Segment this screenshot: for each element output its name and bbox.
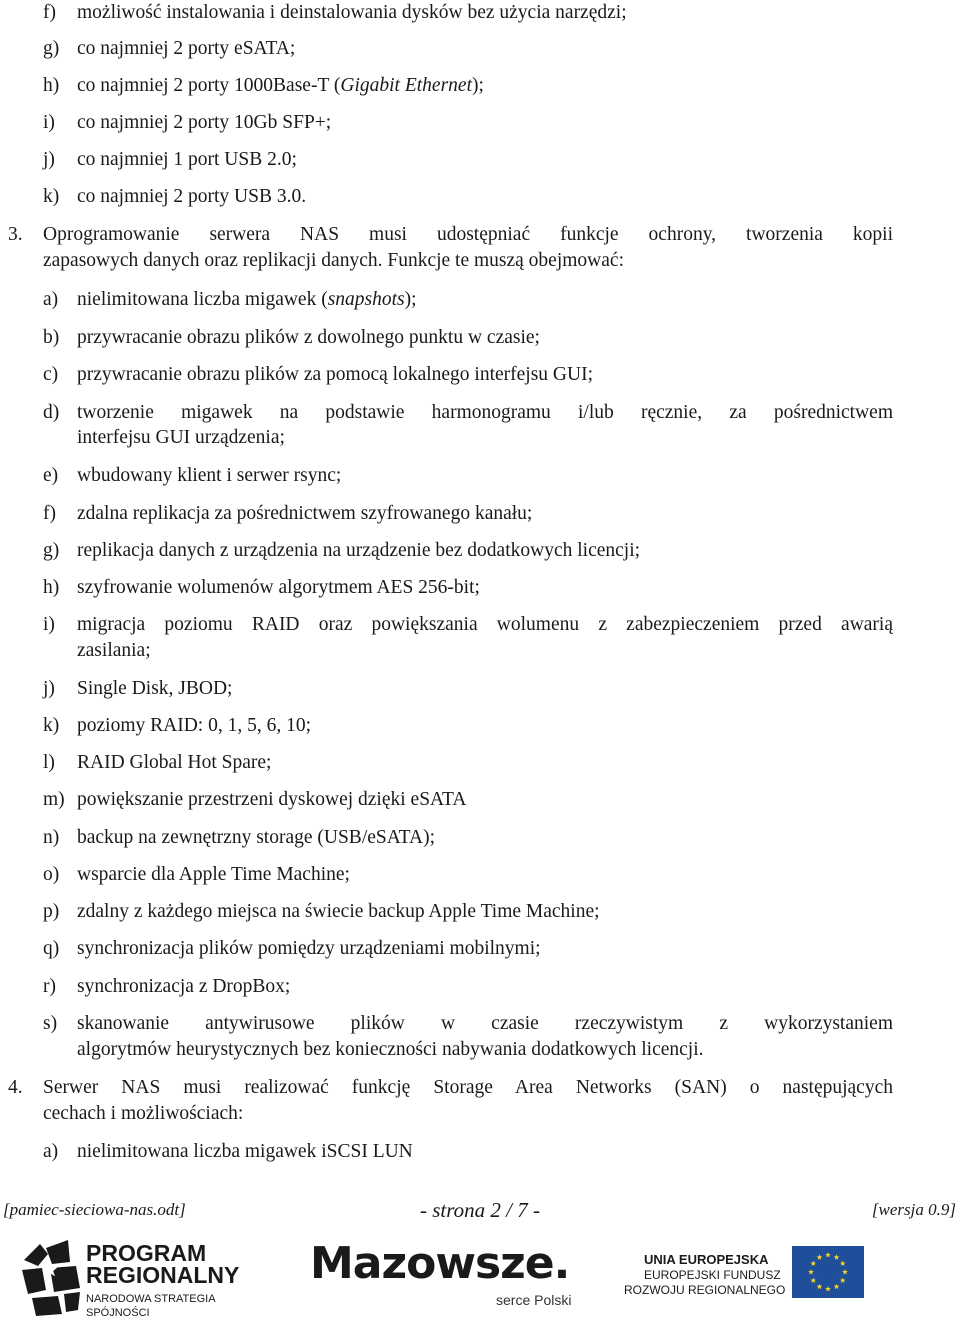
list-label: a) — [43, 289, 59, 310]
section-paragraph: Oprogramowanie serwera NAS musi udostępniać funkcje ochrony, tworzenia kopii — [43, 224, 893, 245]
list-label: b) — [43, 327, 60, 348]
list-label: c) — [43, 364, 59, 385]
list-label: l) — [43, 752, 55, 773]
list-item: wbudowany klient i serwer rsync; — [77, 465, 342, 486]
list-item: replikacja danych z urządzenia na urządzenie bez dodatkowych licencji; — [77, 540, 641, 561]
list-item: szyfrowanie wolumenów algorytmem AES 256-bit; — [77, 577, 480, 598]
list-item: poziomy RAID: 0, 1, 5, 6, 10; — [77, 715, 311, 736]
list-label: i) — [43, 112, 55, 133]
list-label: h) — [43, 75, 60, 96]
list-label: m) — [43, 789, 65, 810]
list-item-continuation: interfejsu GUI urządzenia; — [77, 427, 285, 448]
list-item: synchronizacja z DropBox; — [77, 976, 291, 997]
list-label: f) — [43, 2, 56, 23]
list-item: co najmniej 2 porty 10Gb SFP+; — [77, 112, 332, 133]
list-label: n) — [43, 827, 60, 848]
section-paragraph: Serwer NAS musi realizować funkcję Storage Area Networks (SAN) o następujących — [43, 1077, 893, 1098]
list-label: o) — [43, 864, 60, 885]
mazowsze-tagline: serce Polski — [496, 1292, 572, 1308]
list-label: k) — [43, 715, 60, 736]
list-item: synchronizacja plików pomiędzy urządzeniami mobilnymi; — [77, 938, 541, 959]
eu-flag-icon — [792, 1246, 864, 1298]
program-line-2: REGIONALNY — [86, 1262, 240, 1288]
eu-logo — [624, 1246, 944, 1312]
list-item: zdalna replikacja za pośrednictwem szyfrowanego kanału; — [77, 503, 533, 524]
nss-emblem-icon — [18, 1240, 84, 1316]
list-label: g) — [43, 38, 60, 59]
list-item: przywracanie obrazu plików z dowolnego punktu w czasie; — [77, 327, 540, 348]
list-item: możliwość instalowania i deinstalowania dysków bez użycia narzędzi; — [77, 2, 627, 23]
list-item: skanowanie antywirusowe plików w czasie rzeczywistym z wykorzystaniem — [77, 1013, 893, 1034]
page-number: - strona 2 / 7 - — [420, 1198, 540, 1222]
list-item: RAID Global Hot Spare; — [77, 752, 272, 773]
footer-filename: [pamiec-sieciowa-nas.odt] — [3, 1200, 186, 1219]
list-label: j) — [43, 678, 55, 699]
mazowsze-logo — [310, 1240, 590, 1318]
list-item: powiększanie przestrzeni dyskowej dzięki eSATA — [77, 789, 467, 810]
eu-line-2: EUROPEJSKI FUNDUSZ — [644, 1268, 781, 1282]
list-label: i) — [43, 614, 55, 635]
list-label: h) — [43, 577, 60, 598]
list-label: k) — [43, 186, 60, 207]
list-item: nielimitowana liczba migawek (snapshots); — [77, 289, 417, 310]
list-label: g) — [43, 540, 60, 561]
section-number: 4. — [8, 1077, 23, 1098]
program-line-3: NARODOWA STRATEGIA SPÓJNOŚCI — [86, 1293, 215, 1319]
list-label: f) — [43, 503, 56, 524]
eu-line-1: UNIA EUROPEJSKA — [644, 1252, 769, 1267]
footer-version: [wersja 0.9] — [871, 1200, 956, 1219]
section-number: 3. — [8, 224, 23, 245]
list-item: nielimitowana liczba migawek iSCSI LUN — [77, 1141, 413, 1162]
list-item: co najmniej 2 porty USB 3.0. — [77, 186, 307, 207]
list-item: wsparcie dla Apple Time Machine; — [77, 864, 350, 885]
list-label: q) — [43, 938, 60, 959]
list-item: przywracanie obrazu plików za pomocą lokalnego interfejsu GUI; — [77, 364, 594, 385]
mazowsze-wordmark: Mazowsze. — [310, 1238, 570, 1289]
eu-line-3: ROZWOJU REGIONALNEGO — [624, 1283, 786, 1297]
list-label: p) — [43, 901, 60, 922]
logos-strip — [0, 1236, 960, 1319]
list-item-continuation: algorytmów heurystycznych bez konieczności nabywania dodatkowych licencji. — [77, 1039, 704, 1060]
list-item: backup na zewnętrzny storage (USB/eSATA); — [77, 827, 435, 848]
program-line-1: PROGRAM — [86, 1240, 207, 1266]
list-item: co najmniej 1 port USB 2.0; — [77, 149, 297, 170]
list-label: j) — [43, 149, 55, 170]
list-item-continuation: zasilania; — [77, 640, 151, 661]
section-paragraph: cechach i możliwościach: — [43, 1103, 244, 1124]
list-label: a) — [43, 1141, 59, 1162]
program-regionalny-logo — [18, 1240, 278, 1318]
list-item: co najmniej 2 porty eSATA; — [77, 38, 296, 59]
list-label: d) — [43, 402, 60, 423]
list-item: co najmniej 2 porty 1000Base-T (Gigabit Ethernet); — [77, 75, 484, 96]
section-paragraph: zapasowych danych oraz replikacji danych. Funkcje te muszą obejmować: — [43, 250, 624, 271]
list-item: zdalny z każdego miejsca na świecie backup Apple Time Machine; — [77, 901, 600, 922]
list-label: e) — [43, 465, 59, 486]
list-item: Single Disk, JBOD; — [77, 678, 233, 699]
list-item: tworzenie migawek na podstawie harmonogramu i/lub ręcznie, za pośrednictwem — [77, 402, 893, 423]
list-item: migracja poziomu RAID oraz powiększania wolumenu z zabezpieczeniem przed awarią — [77, 614, 893, 635]
list-label: s) — [43, 1013, 58, 1034]
list-label: r) — [43, 976, 56, 997]
